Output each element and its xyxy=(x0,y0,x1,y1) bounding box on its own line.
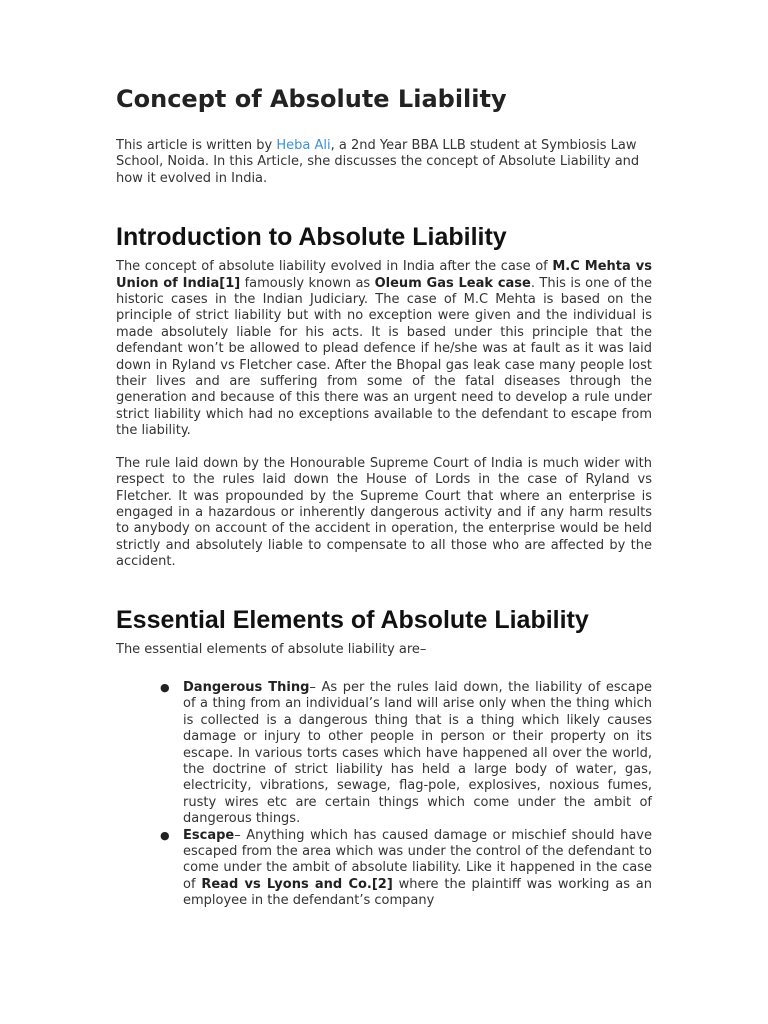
term-dangerous-thing: Dangerous Thing xyxy=(183,679,310,695)
intro-paragraph-2: The rule laid down by the Honourable Supreme Court of India is much wider with respect to the rules laid down the House of Lords in the case of Ryland vs Fletcher. It was propounded by the Supreme Court that where an enterprise is engaged in a hazardous or inherently dangerous activity and if any harm results to anybody on account of the accident in operation, the enterprise would be held strictly and absolutely liable to compensate to all those who are affected by the accident. xyxy=(116,455,652,570)
elements-lead: The essential elements of absolute liability are– xyxy=(116,641,427,657)
para-text: famously known as xyxy=(240,275,375,291)
author-intro xyxy=(116,138,652,187)
intro-text-after: , a 2nd Year BBA LLB student at Symbiosis Law School, Noida. In this Article, she discusses the concept of Absolute Liability and how it evolved in India. xyxy=(116,138,640,186)
bullet-icon: ● xyxy=(160,828,170,842)
bullet-icon: ● xyxy=(160,680,170,694)
item-text: where the plaintiff was working as an employee in the defendant’s company xyxy=(183,876,652,909)
para-text: The concept of absolute liability evolved in India after the case of xyxy=(116,259,553,275)
elements-list xyxy=(116,680,652,910)
list-item-escape xyxy=(160,827,652,910)
section-heading-introduction: Introduction to Absolute Liability xyxy=(116,223,507,252)
term-escape: Escape xyxy=(183,827,235,843)
item-text: – Anything which has caused damage or mischief should have escaped from the area which was under the control of the defendant to come under the ambit of absolute liability. Like it happened in the case of xyxy=(183,827,652,892)
case-citation-read-vs-lyons: Read vs Lyons and Co.[2] xyxy=(201,876,393,892)
case-citation-mc-mehta: M.C Mehta vs Union of India[1] xyxy=(116,259,652,291)
intro-paragraph-1 xyxy=(116,259,652,439)
list-item-dangerous-thing xyxy=(160,679,652,828)
para-text: . This is one of the historic cases in the Indian Judiciary. The case of M.C Mehta is based on the principle of strict liability but with no exception were given and the individual is made absolutely liable for his acts. It is based under this principle that the defendant won’t be allowed to plead defence if he/she was at fault as it was laid down in Ryland vs Fletcher case. After the Bhopal gas leak case many people lost their lives and are suffering from some of the fatal diseases through the generation and because of this there was an urgent need to develop a rule under strict liability which had no exceptions available to the defendant to escape from the liability. xyxy=(116,275,652,439)
item-text: – As per the rules laid down, the liability of escape of a thing from an individual’s land will arise only when the thing which is collected is a dangerous thing that is a thing which likely causes damage or injury to other people in person or their property on its escape. In various torts cases which have happened all over the world, the doctrine of strict liability has held a large body of water, gas, electricity, vibrations, sewage, flag-pole, explosives, noxious fumes, rusty wires etc are certain things which come under the ambit of dangerous things. xyxy=(183,679,652,827)
author-link[interactable]: Heba Ali xyxy=(276,138,331,153)
page-title: Concept of Absolute Liability xyxy=(116,85,507,113)
article xyxy=(116,84,652,910)
intro-text-before: This article is written by xyxy=(116,138,277,153)
section-heading-essential-elements: Essential Elements of Absolute Liability xyxy=(116,605,589,634)
case-name-oleum-gas: Oleum Gas Leak case xyxy=(374,275,531,291)
